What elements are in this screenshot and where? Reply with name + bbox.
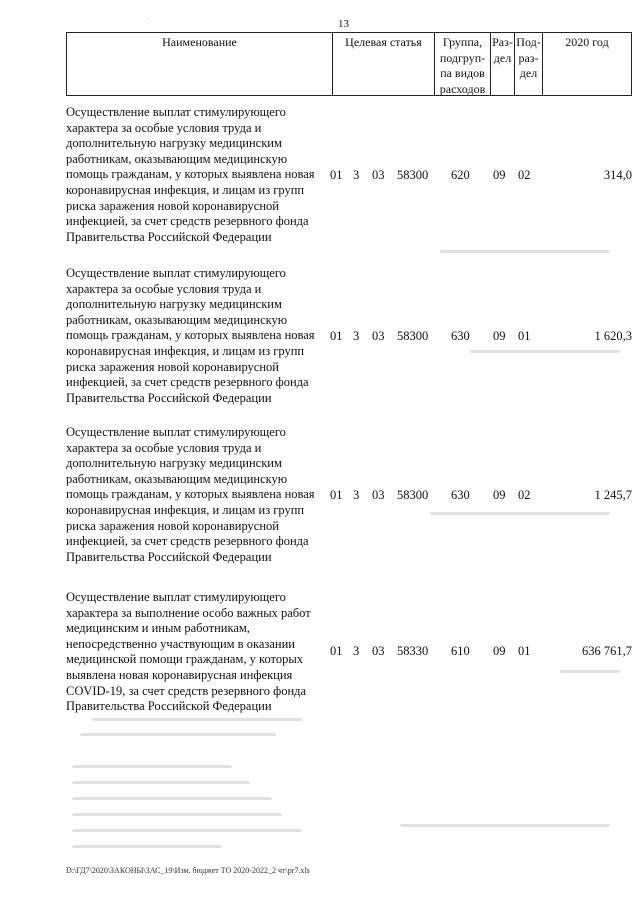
subsection-value: 01 bbox=[518, 644, 531, 658]
header-name: Наименование bbox=[67, 33, 333, 95]
target-code-program: 01 bbox=[330, 329, 343, 343]
expense-group-value: 620 bbox=[451, 168, 470, 182]
target-code-program: 01 bbox=[330, 488, 343, 502]
target-code-program: 01 bbox=[330, 168, 343, 182]
expense-group-value: 630 bbox=[451, 329, 470, 343]
amount-value: 636 761,7 bbox=[582, 644, 632, 658]
expense-group-value: 610 bbox=[451, 644, 470, 658]
expense-group-value: 630 bbox=[451, 488, 470, 502]
row-description: Осуществление выплат стимулирующего характера за особые условия труда и дополнительную нагрузку медицинским работникам, оказывающим медицинскую помощь гражданам, у которых выявлена новая коронавирусная инфекция, и лицам из групп риска заражения новой коронавирусной инфекцией, за счет средств резервного фонда Правительства Российской Федерации bbox=[66, 105, 315, 244]
target-code-event: 03 bbox=[372, 329, 385, 343]
row-description: Осуществление выплат стимулирующего характера за особые условия труда и дополнительную нагрузку медицинским работникам, оказывающим медицинскую помощь гражданам, у которых выявлена новая коронавирусная инфекция, и лицам из групп риска заражения новой коронавирусной инфекцией, за счет средств резервного фонда Правительства Российской Федерации bbox=[66, 425, 315, 564]
bleed-through-line bbox=[72, 781, 250, 784]
row-description: Осуществление выплат стимулирующего характера за выполнение особо важных работ медицинским и иным работникам, непосредственно участвующим в оказании медицинской помощи гражданам, у которых выявлена новая коронавирусная инфекция COVID-19, за счет средств резервного фонда Правительства Российской Федерации bbox=[66, 590, 311, 714]
target-code-subprogram: 3 bbox=[353, 488, 360, 502]
section-value: 09 bbox=[493, 329, 506, 343]
target-code-direction: 58300 bbox=[397, 488, 429, 502]
bleed-through-line bbox=[400, 824, 610, 827]
amount-value: 1 620,3 bbox=[594, 329, 632, 343]
subsection-value: 02 bbox=[518, 488, 531, 502]
amount-value: 1 245,7 bbox=[594, 488, 632, 502]
target-code-subprogram: 3 bbox=[353, 644, 360, 658]
footer-file-path: D:\ГД7\2020\ЗАКОНЫ\ЗАС_19\Изм. бюджет ТО 2020-2022_2 чт\pr7.xls bbox=[66, 866, 310, 875]
target-code-subprogram: 3 bbox=[353, 168, 360, 182]
bleed-through-line bbox=[440, 250, 610, 253]
bleed-through-line bbox=[72, 797, 272, 800]
target-code-program: 01 bbox=[330, 644, 343, 658]
target-code-event: 03 bbox=[372, 168, 385, 182]
header-subsection: Под- раз- дел bbox=[515, 33, 543, 95]
section-value: 09 bbox=[493, 168, 506, 182]
target-code-subprogram: 3 bbox=[353, 329, 360, 343]
amount-value: 314,0 bbox=[603, 168, 632, 182]
bleed-through-line bbox=[80, 733, 276, 736]
bleed-through-line bbox=[72, 829, 302, 832]
header-year: 2020 год bbox=[565, 35, 609, 49]
bleed-through-line bbox=[92, 718, 302, 721]
target-code-direction: 58300 bbox=[397, 168, 429, 182]
target-code-event: 03 bbox=[372, 488, 385, 502]
subsection-value: 02 bbox=[518, 168, 531, 182]
bleed-through-line bbox=[72, 813, 282, 816]
target-code-direction: 58300 bbox=[397, 329, 429, 343]
header-expense-group: Группа, подгруп- па видов расходов bbox=[435, 33, 491, 95]
target-code-direction: 58330 bbox=[397, 644, 429, 658]
bleed-through-line bbox=[430, 512, 610, 515]
bleed-through-line bbox=[72, 765, 232, 768]
page-number: 13 bbox=[338, 18, 349, 30]
section-value: 09 bbox=[493, 644, 506, 658]
page-mark: · bbox=[146, 14, 149, 24]
bleed-through-line bbox=[470, 350, 620, 353]
subsection-value: 01 bbox=[518, 329, 531, 343]
section-value: 09 bbox=[493, 488, 506, 502]
header-target-article: Целевая статья bbox=[333, 33, 435, 95]
row-description: Осуществление выплат стимулирующего характера за особые условия труда и дополнительную нагрузку медицинским работникам, оказывающим медицинскую помощь гражданам, у которых выявлена новая коронавирусная инфекция, и лицам из групп риска заражения новой коронавирусной инфекцией, за счет средств резервного фонда Правительства Российской Федерации bbox=[66, 266, 315, 405]
target-code-event: 03 bbox=[372, 644, 385, 658]
header-section: Раз- дел bbox=[491, 33, 515, 95]
table-header bbox=[66, 32, 632, 96]
bleed-through-line bbox=[560, 670, 620, 673]
bleed-through-line bbox=[72, 845, 222, 848]
